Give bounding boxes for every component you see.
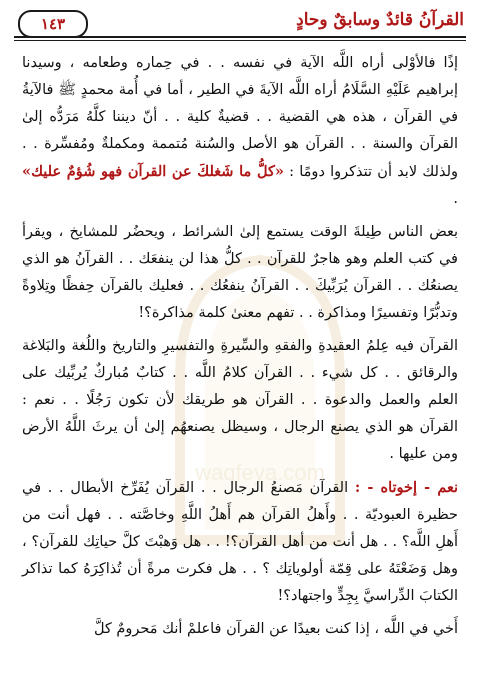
paragraph [22, 474, 458, 610]
page-header [14, 6, 466, 38]
running-title: القرآنُ قائدٌ وسابقٌ وحادٍ [296, 10, 464, 30]
header-rule [14, 36, 466, 38]
paragraph-text: بعض الناس طِيلةَ الوقت يستمع إلىٰ الشرائط ، ويحضُر للمشايخ ، ويقرأ في كتب العلم وهو هاجرٌ للقرآن . . كلُّ هذا لن ينفعَك . . القرآنُ هو الذي يصنعُك . . القرآن يُرَبِّيكَ . . القرآنُ ينفعُك . . فعليك بالقرآن حِفظًا وتِلاوةً وتدبُّرًا وتفسيرًا ومذاكرة . . تفهم معنىٰ كلمة مذاكرة؟! [22, 224, 458, 321]
page-body [22, 50, 458, 649]
paragraph [22, 616, 458, 643]
paragraph-text: القرآن فيه عِلمُ العقيدةِ والفقهِ والسِّيرةِ والتفسيرِ والتاريخ واللُغة والبَلاغة والرقائق . . كل شيء . . القرآن كلامُ اللَّه . . كتابٌ مُباركٌ يُربِّيك على العلم والعمل والدعوة . . القرآن هو طريقك لأن تكون رَجُلًا . . نعم : القرآن هو الذي يصنع الرجال ، وسيظل يصنعهُم إلىٰ أن يرثَ اللَّهُ الأرض ومن عليها . [22, 338, 458, 462]
paragraph-text: أَخي في اللَّه ، إذا كنت بعيدًا عن القرآن فاعلمْ أنك مَحرومٌ كلَّ [93, 621, 458, 637]
paragraph [22, 219, 458, 327]
page-number: ١٤٣ [18, 10, 88, 38]
paragraph-text: القرآن مَصنعُ الرجال . . القرآن يُفَرِّخ الأبطال . . في حظيرة العبوديّة . . وأَهلُ القرآن هم أَهلُ اللَّهِ وخاصَّته . . فهل أنت من أَهلِ اللَّه؟ . . هل أنت من أهل القرآن؟! . . هل وَهبْتَ كلَّ حياتِك للقرآن؟ ، وهل وَضَعْتَهُ على قِمّة أولوياتِك ؟ . . هل فكرت مرةً أن تُذاكِرَهُ كما تذاكر الكتابَ الدِّراسيَّ بِجِدٍّ واجتهاد؟! [22, 480, 458, 604]
paragraph-text: إذًا فالأوْلى أراه اللَّه الآية في نفسه . . في حِماره وطعامه ، وسيدنا إبراهيم عَلَيْهِ السَّلَامُ أراه اللَّه الآيةَ في الطير ، أما في أُمة محمدٍ ﷺ فالآيةُ في القرآن ، هذه هي القضية . . قضيةٌ كلية . . أنّ ديننا كلَّهُ مَرَدُّه إلىٰ القرآن والسنة . . القرآن هو الأصل والسُنة مُتممة ومكملةٌ ومُفسِّرة . . ولذلك لابد أن تتذكروا دومًا : [22, 55, 459, 180]
highlighted-quote: «كلُّ ما شَغلكَ عن القرآن فهو شُؤمٌ عليك» [22, 163, 284, 180]
paragraph [22, 50, 458, 213]
paragraph [22, 333, 458, 468]
highlighted-phrase: نعم - إخوتاه - : [354, 479, 458, 496]
watermark-site: waqfeya.com [195, 460, 325, 485]
header-rule-thin [14, 40, 466, 41]
paragraph-text-end: . [453, 191, 458, 207]
